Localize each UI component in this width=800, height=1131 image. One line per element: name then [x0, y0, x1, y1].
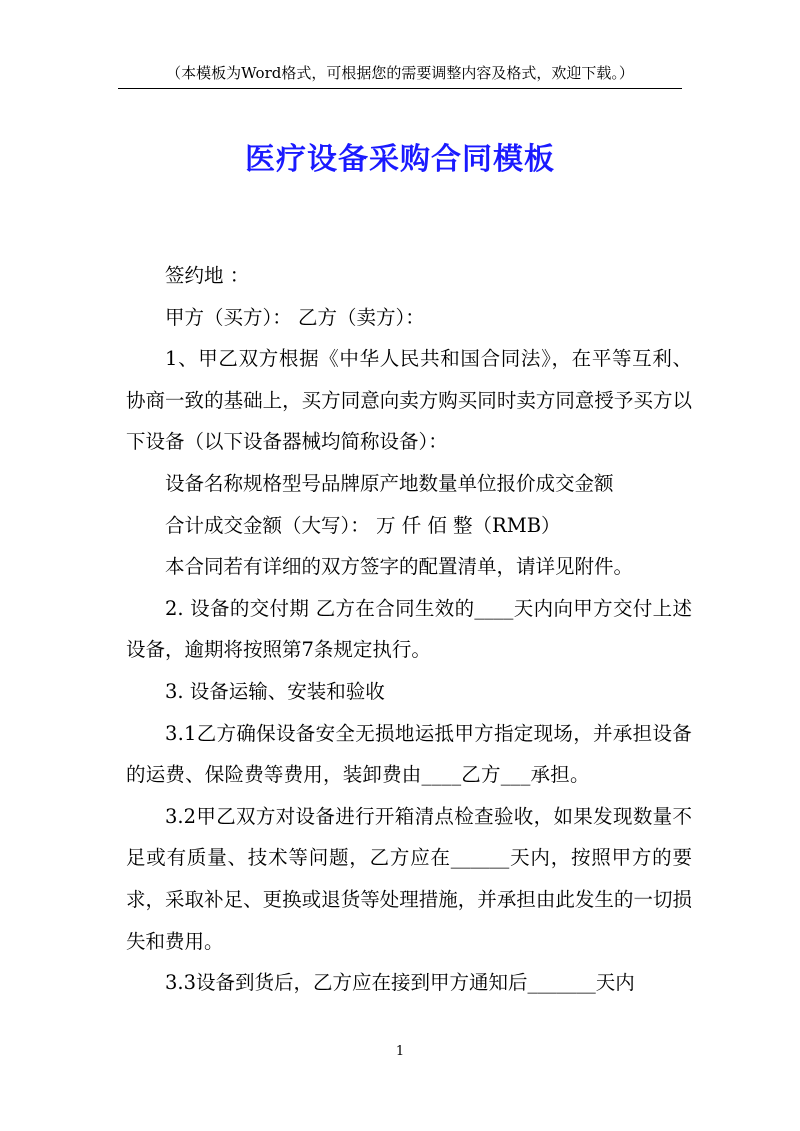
header-divider	[118, 88, 682, 89]
paragraph-clause-3-1: 3.1乙方确保设备安全无损地运抵甲方指定现场，并承担设备的运费、保险费等费用，装卸费由____乙方___承担。	[126, 721, 692, 787]
page-number: 1	[395, 1044, 405, 1059]
document-title: 医疗设备采购合同模板	[245, 142, 555, 177]
paragraph-attachment-note: 本合同若有详细的双方签字的配置清单，请详见附件。	[165, 555, 634, 579]
paragraph-equipment-columns: 设备名称规格型号品牌原产地数量单位报价成交金额	[165, 471, 614, 495]
paragraph-clause-3-3: 3.3设备到货后，乙方应在接到甲方通知后_______天内	[165, 971, 635, 995]
paragraph-clause-1: 1、甲乙双方根据《中华人民共和国合同法》，在平等互利、协商一致的基础上，买方同意向卖方购买同时卖方同意授予买方以下设备（以下设备器械均简称设备）：	[126, 347, 692, 454]
paragraph-parties: 甲方（买方）： 乙方（卖方）：	[165, 305, 425, 329]
paragraph-signing-place: 签约地 ：	[165, 264, 250, 287]
page-header-note: （本模板为Word格式，可根据您的需要调整内容及格式，欢迎下载。）	[166, 64, 634, 82]
paragraph-clause-3-2: 3.2甲乙双方对设备进行开箱清点检查验收，如果发现数量不足或有质量、技术等问题，乙方应在______天内，按照甲方的要求，采取补足、更换或退货等处理措施，并承担由此发生的一切损失和费用。	[126, 804, 692, 953]
paragraph-total-amount: 合计成交金额（大写）： 万 仟 佰 整（RMB）	[165, 513, 561, 537]
document-body	[126, 255, 692, 1004]
paragraph-clause-2: 2. 设备的交付期 乙方在合同生效的____天内向甲方交付上述设备，逾期将按照第7条规定执行。	[126, 596, 692, 662]
paragraph-clause-3-heading: 3. 设备运输、安装和验收	[165, 679, 385, 703]
